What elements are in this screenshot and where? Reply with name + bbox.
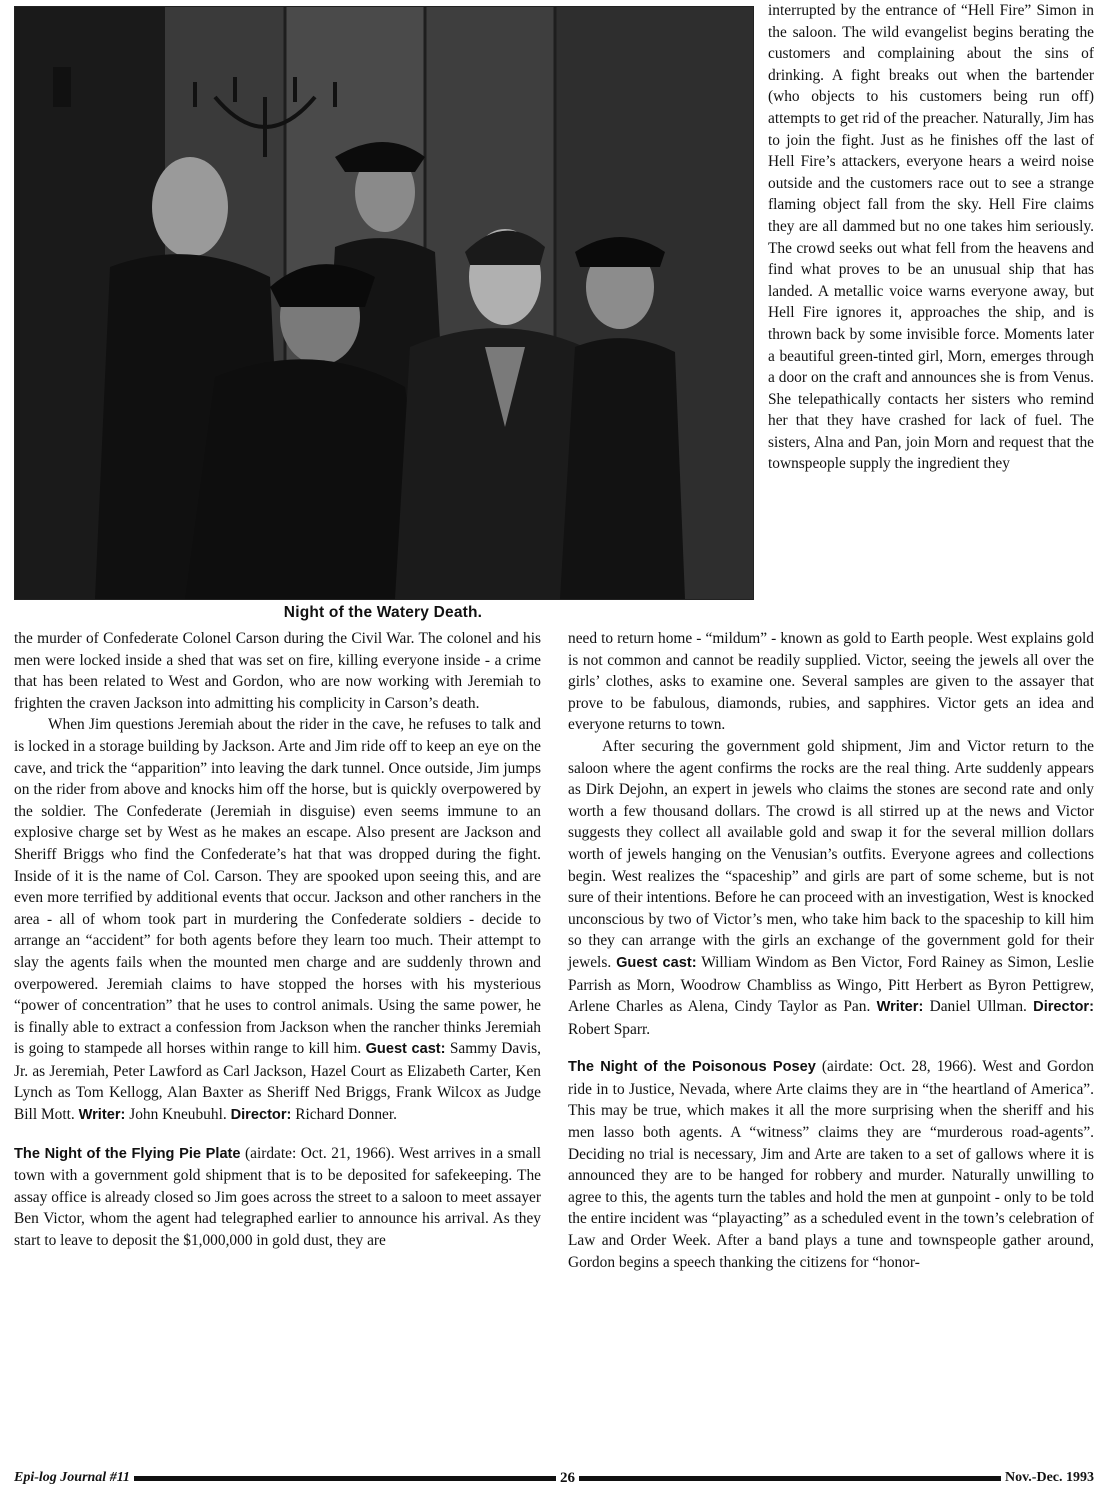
director: Robert Sparr. xyxy=(568,1020,651,1038)
photo-caption: Night of the Watery Death. xyxy=(283,604,483,621)
director: Richard Donner. xyxy=(295,1106,397,1124)
guest-cast-label: Guest cast: xyxy=(365,1041,446,1058)
episode-entry xyxy=(14,1143,541,1252)
writer: Daniel Ullman. xyxy=(929,998,1027,1016)
episode-title: The Night of the Poisonous Posey xyxy=(568,1059,816,1076)
episode-body: (airdate: Oct. 21, 1966). West arrives in a small town with a government gold shipment that is to be deposited for safekeeping. The assay office is already closed so Jim goes across the street to a saloon to meet assayer Ben Victor, whom the agent had telegraphed earlier to announce his arrival. As they start to leave to deposit the $1,000,000 in gold dust, they are xyxy=(14,1144,541,1250)
director-label: Director: xyxy=(1033,999,1094,1016)
footer-rule xyxy=(579,1476,1001,1481)
photo-scene xyxy=(15,7,753,599)
episode-title: The Night of the Flying Pie Plate xyxy=(14,1145,241,1162)
guest-cast-label: Guest cast: xyxy=(616,954,697,971)
left-column xyxy=(14,628,541,1252)
paragraph xyxy=(14,714,541,1126)
writer-label: Writer: xyxy=(78,1107,126,1124)
right-top-column xyxy=(768,0,1094,475)
paragraph-body: After securing the government gold shipment, Jim and Victor return to the saloon where the agent confirms the rocks are the real thing. Arte suddenly appears as Dirk Dejohn, an expert in jewels who claims the stones are second rate and only worth a few thousand dollars. The crowd is all stirred up at the news and Victor suggests they collect all available gold and swap it for the several million dollars worth of jewels hanging on the Venusian’s outfits. Everyone agrees and collections begin. West realizes the “spaceship” and girls are part of some scheme, but is not sure of their intentions. Before he can proceed with an investigation, West is knocked unconscious by two of Victor’s men, who take him back to the spaceship to kill him so they can arrange with the girls an exchange of the government gold for their jewels. xyxy=(568,737,1094,971)
episode-entry xyxy=(568,1056,1094,1273)
paragraph xyxy=(568,736,1094,1040)
writer: John Kneubuhl. xyxy=(129,1106,227,1124)
right-column xyxy=(568,628,1094,1273)
director-label: Director: xyxy=(230,1107,292,1124)
writer-label: Writer: xyxy=(876,999,924,1016)
episode-body: (airdate: Oct. 28, 1966). West and Gordon ride in to Justice, Nevada, where Arte claims they are in “the heartland of America”. This may be true, which makes it all the more surprising when the sheriff and his men lasso both agents. A “witness” claims they are “murderous road-agents”. Deciding no trial is necessary, Jim and Arte are taken to a set of gallows where it is announced they are to be hanged for robbery and murder. Naturally unwilling to agree to this, the agents turn the tables and hold the men at gunpoint - only to be told the entire incident was “playacting” as a scheduled event in the town’s celebration of Law and Order Week. After a band plays a tune and townspeople gather around, Gordon begins a speech thanking the citizens for “honor- xyxy=(568,1058,1094,1271)
paragraph-body: When Jim questions Jeremiah about the rider in the cave, he refuses to talk and is locked in a storage building by Jackson. Arte and Jim ride off to keep an eye on the cave, and trick the “apparition” into leaving the dark tunnel. Once outside, Jim jumps on the rider from above and knocks him off the horse, but is quickly overpowered by the soldier. The Confederate (Jeremiah in disguise) even seems immune to an explosive charge set by West as he makes an escape. Also present are Jackson and Sheriff Briggs who find the Confederate’s hat that was dropped during the fight. Inside of it is the name of Col. Carson. They are spooked upon seeing this, and are even more terrified by additional events that occur. Jackson and other ranchers in the area - all of whom took part in murdering the Confederate soldiers - decide to arrange an “accident” for both agents before they learn too much. Their attempt to slay the agents fails when the mounted men charge and are suddenly thrown and overpowered. Jeremiah claims to have stopped the horses with his mysterious “power of concentration” that he uses to control animals. Using the same power, he is finally able to extract a confession from Jackson when the rancher thinks Jeremiah is going to stampede all horses within range to kill him. xyxy=(14,716,541,1058)
publication-name: Epi-log Journal #11 xyxy=(14,1470,130,1485)
paragraph: need to return home - “mildum” - known as gold to Earth people. West explains gold is not common and cannot be readily supplied. Victor, seeing the jewels all over the girls’ clothes, asks to examine one. Several samples are given to the assayer that prove to be fabulous, diamonds, rubies, and sapphires. Victor gets an idea and everyone returns to town. xyxy=(568,630,1094,734)
issue-date: Nov.-Dec. 1993 xyxy=(1004,1470,1094,1485)
guest-cast: Sammy Davis, Jr. as Jeremiah, Peter Lawford as Carl Jackson, Hazel Court as Elizabeth Carter, Ken Lynch as Tom Kellogg, Alan Baxter as Sheriff Ned Briggs, Frank Wilcox as Judge Bill Mott. xyxy=(14,1040,541,1124)
footer-rule xyxy=(134,1476,556,1481)
paragraph: the murder of Confederate Colonel Carson during the Civil War. The colonel and his men were locked inside a shed that was set on fire, killing everyone inside - a crime that has been related to West and Gordon, who are now working with Jeremiah to frighten the craven Jackson into admitting his complicity in Carson’s death. xyxy=(14,630,541,712)
paragraph: interrupted by the entrance of “Hell Fire” Simon in the saloon. The wild evangelist begins berating the customers and complaining about the sins of drinking. A fight breaks out when the bartender (who objects to his customers being run off) attempts to get rid of the preacher. Naturally, Jim has to join the fight. Just as he finishes off the last of Hell Fire’s attackers, everyone hears a weird noise outside and the customers race out to see a strange flaming object fall from the sky. Hell Fire claims they are all dammed but no one takes him seriously. The crowd seeks out what fell from the heavens and find what proves to be an unusual ship that has landed. A metallic voice warns everyone away, but Hell Fire ignores it, approaches the ship, and is thrown back by some invisible force. Moments later a beautiful green-tinted girl, Morn, emerges through a door on the craft and announces she is from Venus. She telepathically contacts her sisters who remind her that they have crashed for lack of fuel. The sisters, Alna and Pan, join Morn and request that the townspeople supply the ingredient they xyxy=(768,2,1094,473)
guest-cast: William Windom as Ben Victor, Ford Rainey as Simon, Leslie Parrish as Morn, Woodrow Chambliss as Wingo, Pitt Herbert as Byron Pettigrew, Arlene Charles as Alena, Cindy Taylor as Pan. xyxy=(568,953,1094,1016)
episode-photograph xyxy=(14,6,754,600)
page-footer xyxy=(14,1466,1094,1490)
page-number: 26 xyxy=(559,1469,575,1486)
